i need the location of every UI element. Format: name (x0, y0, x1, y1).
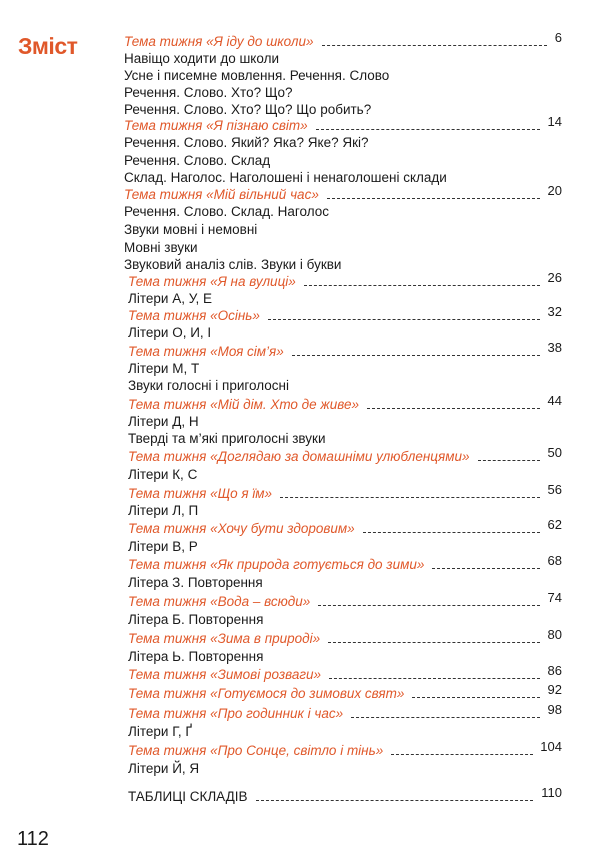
toc-theme-heading: Тема тижня «Мій вільний час» (124, 187, 319, 202)
toc-page-number: 44 (547, 393, 562, 408)
toc-theme-heading: Тема тижня «Мій дім. Хто де живе» (128, 397, 359, 412)
toc-subitem: Літери В, Р (128, 539, 198, 554)
toc-theme-heading: Тема тижня «Зима в природі» (128, 631, 321, 646)
toc-subitem: Літери Г, Ґ (128, 724, 192, 739)
toc-page-number: 20 (547, 183, 562, 198)
toc-subitem: Усне і писемне мовлення. Речення. Слово (124, 68, 390, 83)
toc-leader-line (318, 604, 540, 606)
toc-subitem: Речення. Слово. Хто? Що? (124, 85, 293, 100)
toc-theme-heading: Тема тижня «Про годинник і час» (128, 706, 344, 721)
toc-page-number: 86 (547, 663, 562, 678)
toc-subitem: Літери О, И, І (128, 325, 212, 340)
toc-leader-line (432, 567, 540, 569)
toc-subitem: Літери М, Т (128, 361, 200, 376)
toc-theme-heading: Тема тижня «Готуємося до зимових свят» (128, 686, 405, 701)
toc-page-number: 110 (541, 785, 562, 800)
toc-theme-heading: Тема тижня «Вода – всюди» (128, 594, 311, 609)
toc-leader-line (280, 496, 540, 498)
toc-leader-line (268, 318, 540, 320)
toc-subitem: Речення. Слово. Склад. Наголос (124, 204, 330, 219)
toc-subitem: Мовні звуки (124, 240, 198, 255)
toc-page-number: 92 (547, 682, 562, 697)
toc-theme-heading: Тема тижня «Я пізнаю світ» (124, 118, 308, 133)
toc-theme-heading: Тема тижня «Я іду до школи» (124, 34, 314, 49)
toc-subitem: Звуки мовні і немовні (124, 222, 258, 237)
toc-subitem: Речення. Слово. Який? Яка? Яке? Які? (124, 135, 369, 150)
toc-leader-line (316, 128, 540, 130)
toc-page-number: 74 (547, 590, 562, 605)
toc-page-number: 38 (547, 340, 562, 355)
toc-theme-heading: Тема тижня «Що я їм» (128, 486, 273, 501)
toc-subitem: Речення. Слово. Склад (124, 153, 271, 168)
toc-subitem: Склад. Наголос. Наголошені і ненаголошені склади (124, 170, 447, 185)
toc-page-number: 68 (547, 553, 562, 568)
toc-theme-heading: Тема тижня «Про Сонце, світло і тінь» (128, 743, 384, 758)
toc-subitem: Літери А, У, Е (128, 291, 212, 306)
toc-leader-line (327, 197, 540, 199)
toc-leader-line (351, 716, 540, 718)
page-title: Зміст (18, 33, 78, 59)
toc-page-number: 6 (554, 30, 562, 45)
toc-page-number: 32 (547, 304, 562, 319)
toc-theme-heading: Тема тижня «Я на вулиці» (128, 274, 296, 289)
page-number: 112 (17, 828, 49, 850)
toc-theme-heading: Тема тижня «Моя сім’я» (128, 344, 284, 359)
toc-tables-heading: ТАБЛИЦІ СКЛАДІВ (128, 789, 248, 804)
toc-subitem: Літери Й, Я (128, 761, 200, 776)
toc-page-number: 56 (547, 482, 562, 497)
toc-leader-line (292, 354, 540, 356)
toc-subitem: Літера З. Повторення (128, 575, 263, 590)
toc-page-number: 14 (547, 114, 562, 129)
toc-leader-line (322, 44, 547, 46)
toc-leader-line (391, 753, 533, 755)
toc-theme-heading: Тема тижня «Як природа готується до зими» (128, 557, 425, 572)
toc-theme-heading: Тема тижня «Осінь» (128, 308, 260, 323)
toc-theme-heading: Тема тижня «Хочу бути здоровим» (128, 521, 355, 536)
toc-subitem: Літери Л, П (128, 503, 199, 518)
toc-leader-line (329, 677, 540, 679)
toc-page-number: 50 (547, 445, 562, 460)
toc-leader-line (412, 696, 540, 698)
toc-page-number: 62 (547, 517, 562, 532)
toc-page-number: 98 (547, 702, 562, 717)
toc-subitem: Звуки голосні і приголосні (128, 378, 289, 393)
toc-leader-line (304, 284, 540, 286)
toc-subitem: Літера Б. Повторення (128, 612, 264, 627)
toc-subitem: Тверді та м’які приголосні звуки (128, 431, 326, 446)
toc-page-number: 104 (540, 739, 562, 754)
toc-page-number: 26 (547, 270, 562, 285)
toc-leader-line (256, 799, 533, 801)
toc-subitem: Літери К, С (128, 467, 198, 482)
toc-subitem: Звуковий аналіз слів. Звуки і букви (124, 257, 342, 272)
toc-page-number: 80 (547, 627, 562, 642)
toc-subitem: Речення. Слово. Хто? Що? Що робить? (124, 102, 372, 117)
toc-subitem: Літера Ь. Повторення (128, 649, 264, 664)
toc-leader-line (478, 459, 540, 461)
toc-leader-line (328, 641, 540, 643)
toc-subitem: Навіщо ходити до школи (124, 51, 279, 66)
toc-theme-heading: Тема тижня «Доглядаю за домашніми улюбленцями» (128, 449, 470, 464)
toc-leader-line (367, 407, 540, 409)
toc-theme-heading: Тема тижня «Зимові розваги» (128, 667, 322, 682)
toc-subitem: Літери Д, Н (128, 414, 199, 429)
toc-leader-line (363, 531, 540, 533)
